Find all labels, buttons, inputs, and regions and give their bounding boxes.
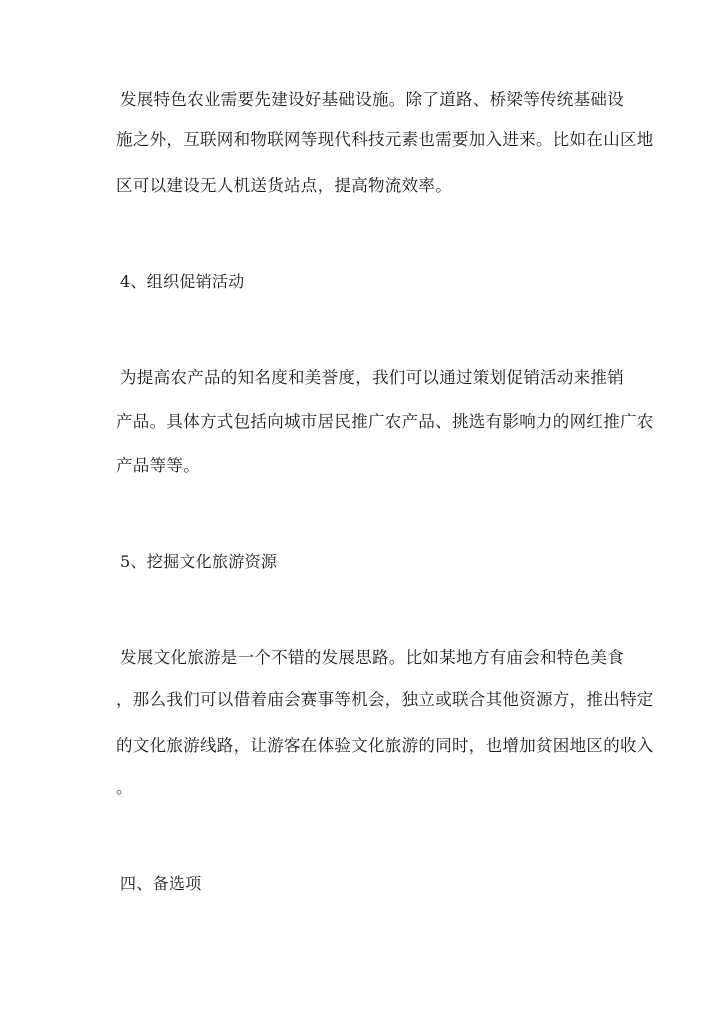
paragraph-3-line-4: 。 bbox=[116, 778, 133, 797]
section-heading-alternatives: 四、备选项 bbox=[120, 874, 202, 893]
paragraph-1-line-3: 区可以建设无人机送货站点，提高物流效率。 bbox=[116, 176, 452, 195]
paragraph-1-line-1: 发展特色农业需要先建设好基础设施。除了道路、桥梁等传统基础设 bbox=[120, 90, 624, 109]
section-heading-5: 5、挖掘文化旅游资源 bbox=[120, 552, 278, 571]
paragraph-3-line-2: ，那么我们可以借着庙会赛事等机会，独立或联合其他资源方，推出特定 bbox=[116, 690, 654, 709]
paragraph-3-line-3: 的文化旅游线路，让游客在体验文化旅游的同时，也增加贫困地区的收入 bbox=[116, 736, 654, 755]
paragraph-1-line-2: 施之外，互联网和物联网等现代科技元素也需要加入进来。比如在山区地 bbox=[116, 130, 654, 149]
paragraph-2-line-1: 为提高农产品的知名度和美誉度，我们可以通过策划促销活动来推销 bbox=[120, 368, 624, 387]
paragraph-2-line-2: 产品。具体方式包括向城市居民推广农产品、挑选有影响力的网红推广农 bbox=[116, 412, 654, 431]
paragraph-3-line-1: 发展文化旅游是一个不错的发展思路。比如某地方有庙会和特色美食 bbox=[120, 648, 624, 667]
paragraph-2-line-3: 产品等等。 bbox=[116, 456, 200, 475]
section-heading-4: 4、组织促销活动 bbox=[120, 272, 245, 291]
